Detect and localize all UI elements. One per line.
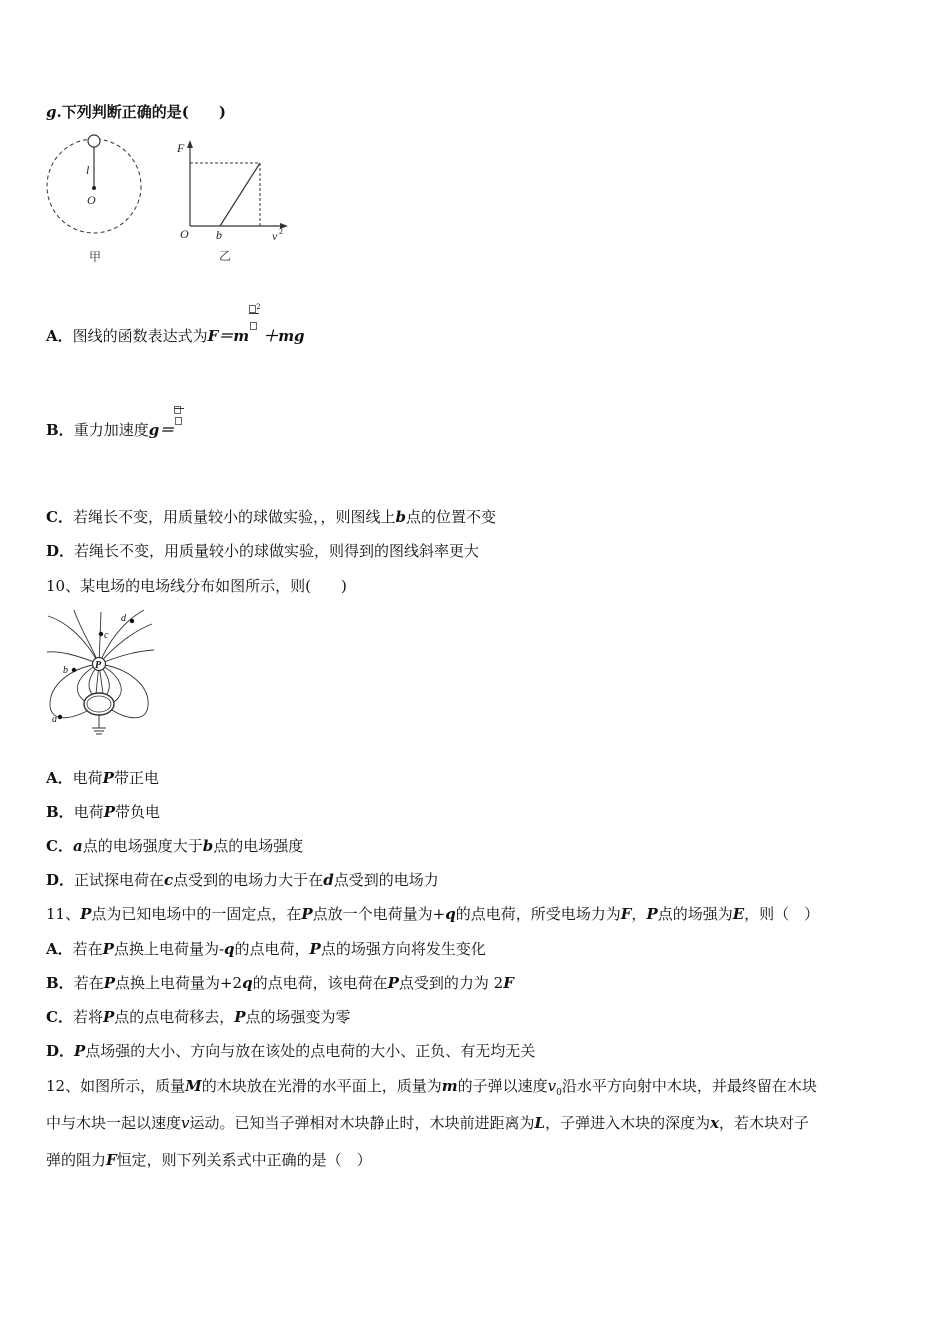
stem-text: 12、如图所示，质量 xyxy=(46,1077,186,1095)
point-a xyxy=(58,715,62,719)
var-P: P xyxy=(102,1008,115,1026)
option-text: 的点电荷， xyxy=(234,940,310,958)
option-label: D． xyxy=(46,542,75,560)
stem-text: 中与木块一起以速度 xyxy=(46,1114,182,1132)
stem-text: ，子弹进入木块的深度为 xyxy=(545,1114,711,1132)
figure-force-graph xyxy=(172,138,292,268)
option-text: 电荷 xyxy=(72,769,103,787)
point-d xyxy=(130,619,134,623)
pendulum-center-dot xyxy=(92,186,96,190)
var-P: P xyxy=(103,974,115,992)
stem-text: 的点电荷，所受电场力为 xyxy=(455,905,621,923)
field-line xyxy=(99,612,101,664)
frac-sup: 2 xyxy=(256,303,261,311)
option-text: 带负电 xyxy=(114,803,160,821)
option-text: 点换上电荷量为- xyxy=(113,940,225,958)
q9-option-a[interactable] xyxy=(46,303,305,347)
label-b-field: b xyxy=(63,665,68,676)
option-text: 点的电场强度 xyxy=(213,837,304,855)
graph-line xyxy=(220,163,260,226)
var-P: P xyxy=(102,769,114,787)
option-label: D． xyxy=(46,1042,75,1060)
var-M: M xyxy=(185,1077,202,1095)
stem-text: 弹的阻力 xyxy=(46,1151,107,1169)
var-v: v xyxy=(547,1077,557,1095)
var-q: q xyxy=(242,974,253,992)
var-P: P xyxy=(646,905,658,923)
var-P: P xyxy=(103,803,115,821)
stem-text: ，若木块对子 xyxy=(719,1114,810,1132)
label-O-jia: O xyxy=(87,193,96,207)
option-label: C． xyxy=(46,837,73,855)
fraction xyxy=(249,303,263,347)
q10-option-d[interactable] xyxy=(46,870,439,890)
frac-bar xyxy=(174,408,184,409)
var-P: P xyxy=(301,905,313,923)
option-text: 点的电场强度大于 xyxy=(82,837,203,855)
q11-option-d[interactable] xyxy=(46,1041,535,1061)
option-text: 若绳长不变，用质量较小的球做实验，，则图线上 xyxy=(72,508,396,526)
q10-stem xyxy=(46,576,347,596)
var-P: P xyxy=(102,940,114,958)
var-b: b xyxy=(395,508,406,526)
point-b xyxy=(72,668,76,672)
option-text: 点受到的力为 2 xyxy=(398,974,504,992)
q11-number: 11、 xyxy=(46,905,81,923)
label-v-sup: 2 xyxy=(279,227,283,236)
option-label: B． xyxy=(46,803,74,821)
pendulum-ball xyxy=(88,135,100,147)
q11-option-a[interactable] xyxy=(46,939,486,959)
label-F: F xyxy=(177,141,185,155)
q10-option-a[interactable] xyxy=(46,768,159,788)
label-v: v xyxy=(272,229,278,243)
q9-stem-var: g xyxy=(46,103,57,121)
var-P: P xyxy=(74,1042,86,1060)
var-P: P xyxy=(309,940,321,958)
var-F: F xyxy=(106,1151,117,1169)
field-line xyxy=(74,610,99,664)
option-text: 点换上电荷量为+2 xyxy=(114,974,243,992)
option-text: 点的位置不变 xyxy=(405,508,496,526)
var-m: m xyxy=(441,1077,458,1095)
option-text: 点的场强方向将发生变化 xyxy=(320,940,486,958)
option-text: 若在 xyxy=(72,940,103,958)
formula-lead: F＝m xyxy=(207,327,250,345)
var-a: a xyxy=(72,837,83,855)
q9-option-d[interactable] xyxy=(46,541,479,561)
option-label: B． xyxy=(46,421,74,439)
var-P: P xyxy=(234,1008,246,1026)
stem-text: 点的场强为 xyxy=(657,905,733,923)
option-text: 正试探电荷在 xyxy=(74,871,165,889)
option-text: 图线的函数表达式为 xyxy=(72,327,208,345)
stem-text: 的子弹以速度 xyxy=(457,1077,548,1095)
q10-stem-text: 10、某电场的电场线分布如图所示，则( ) xyxy=(46,577,347,595)
stem-text: 运动。已知当子弹相对木块静止时，木块前进距离为 xyxy=(189,1114,535,1132)
q11-stem xyxy=(46,904,819,924)
option-text: 点场强的大小、方向与放在该处的点电荷的大小、正负、有无均无关 xyxy=(85,1042,536,1060)
option-text: 重力加速度 xyxy=(73,421,149,439)
stem-text: ， xyxy=(631,905,647,923)
formula-lead: g＝ xyxy=(148,421,175,439)
option-text: 若将 xyxy=(72,1008,103,1026)
q10-option-c[interactable] xyxy=(46,836,303,856)
var-F: F xyxy=(503,974,514,992)
option-text: 若在 xyxy=(73,974,104,992)
option-label: C． xyxy=(46,1008,73,1026)
caption-yi: 乙 xyxy=(219,249,232,263)
label-P: P xyxy=(95,660,102,671)
option-label: A． xyxy=(46,327,73,345)
var-F: F xyxy=(620,905,632,923)
y-axis-arrow xyxy=(187,140,193,148)
frac-den xyxy=(250,315,257,335)
option-text: 电荷 xyxy=(73,803,104,821)
var-L: L xyxy=(534,1114,546,1132)
var-E: E xyxy=(732,905,745,923)
option-label: A． xyxy=(46,769,73,787)
q12-stem-line-2 xyxy=(46,1113,809,1133)
q12-stem-line-1 xyxy=(46,1076,817,1103)
stem-text: ，则（ ） xyxy=(744,905,820,923)
label-O-yi: O xyxy=(180,227,189,241)
fraction xyxy=(174,421,188,441)
point-c xyxy=(99,632,103,636)
figure-field-lines xyxy=(44,606,159,746)
option-text: 点的点电荷移去， xyxy=(114,1008,235,1026)
var-P: P xyxy=(80,905,92,923)
label-l: l xyxy=(86,163,90,177)
caption-jia: 甲 xyxy=(89,250,102,264)
var-q: q xyxy=(445,905,456,923)
var-d: d xyxy=(323,871,334,889)
option-text: 点受到的电场力 xyxy=(333,871,439,889)
var-P: P xyxy=(387,974,399,992)
label-b: b xyxy=(216,228,222,242)
option-label: C． xyxy=(46,508,73,526)
q11-option-c[interactable] xyxy=(46,1007,351,1027)
option-label: B． xyxy=(46,974,74,992)
label-d: d xyxy=(121,613,126,624)
stem-text: 点为已知电场中的一固定点，在 xyxy=(91,905,302,923)
stem-text: 的木块放在光滑的水平面上，质量为 xyxy=(201,1077,442,1095)
option-text: 若绳长不变，用质量较小的球做实验，则得到的图线斜率更大 xyxy=(74,542,480,560)
option-label: D． xyxy=(46,871,75,889)
option-label: A． xyxy=(46,940,73,958)
label-c: c xyxy=(104,630,109,641)
q12-stem-line-3 xyxy=(46,1150,372,1170)
field-line xyxy=(47,652,99,664)
q11-option-b[interactable] xyxy=(46,973,514,993)
q9-option-b[interactable] xyxy=(46,420,188,441)
q9-stem xyxy=(46,102,226,122)
q10-option-b[interactable] xyxy=(46,802,160,822)
var-x: x xyxy=(710,1114,720,1132)
q9-stem-text: .下列判断正确的是( ) xyxy=(56,103,226,121)
var-c: c xyxy=(164,871,174,889)
option-text: 带正电 xyxy=(113,769,159,787)
figure-pendulum xyxy=(40,130,150,270)
var-v: v xyxy=(181,1114,190,1132)
option-text: 点受到的电场力大于在 xyxy=(173,871,324,889)
var-q: q xyxy=(224,940,235,958)
stem-text: 点放一个电荷量为+ xyxy=(312,905,446,923)
var-v0-sub: 0 xyxy=(556,1088,562,1098)
frac-bar xyxy=(249,313,259,314)
var-b: b xyxy=(202,837,214,855)
q9-option-c[interactable] xyxy=(46,507,496,527)
option-text: 点的场强变为零 xyxy=(245,1008,351,1026)
frac-den xyxy=(175,410,182,430)
stem-text: 恒定，则下列关系式中正确的是（ ） xyxy=(116,1151,372,1169)
stem-text: 沿水平方向射中木块，并最终留在木块 xyxy=(561,1077,817,1095)
option-text: 的点电荷，该电荷在 xyxy=(252,974,388,992)
field-line xyxy=(99,650,154,664)
label-a: a xyxy=(52,714,57,725)
field-line xyxy=(48,616,99,664)
formula-tail: ＋mg xyxy=(263,327,305,345)
